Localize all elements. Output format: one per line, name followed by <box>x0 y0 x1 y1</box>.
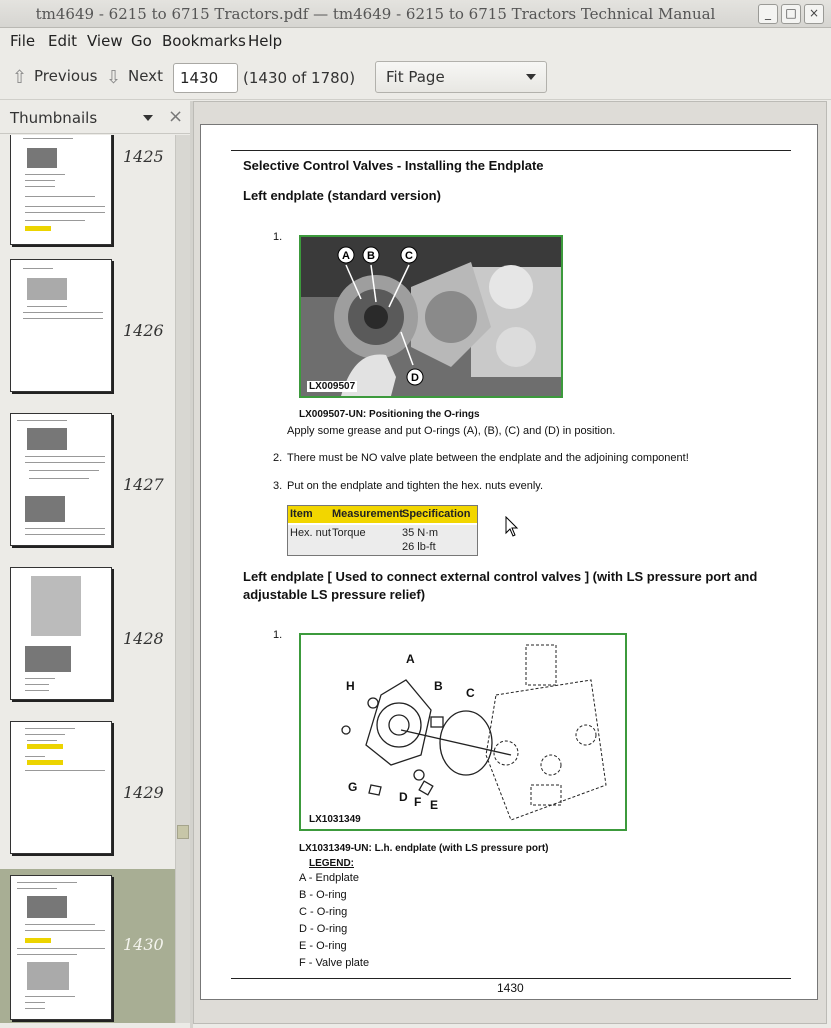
callout-a: A <box>406 652 415 666</box>
thumbnail-number: 1426 <box>123 321 164 340</box>
page-heading: Selective Control Valves - Installing the Endplate <box>243 158 544 173</box>
menu-go[interactable]: Go <box>131 32 152 50</box>
callout-e: E <box>430 798 439 812</box>
legend-item: D - O-ring <box>299 923 348 935</box>
legend-item: A - Endplate <box>299 872 359 884</box>
section-heading-ls-cont: adjustable LS pressure relief) <box>243 587 426 602</box>
maximize-button[interactable]: □ <box>781 4 801 24</box>
table-row <box>288 525 477 555</box>
page-number-input[interactable] <box>173 63 238 93</box>
next-button[interactable] <box>106 67 163 88</box>
thumbnail-list <box>0 135 175 1023</box>
close-button[interactable]: × <box>804 4 824 24</box>
sidebar-header <box>0 101 190 134</box>
document-view[interactable] <box>193 101 827 1024</box>
legend-item: E - O-ring <box>299 940 347 952</box>
thumbnail-1430[interactable] <box>0 869 175 1023</box>
thumbnail-page <box>10 413 112 546</box>
thumbnail-number: 1430 <box>123 935 164 954</box>
arrow-up-icon: ⇧ <box>12 67 28 88</box>
thumbnail-1425[interactable] <box>0 135 175 269</box>
thumbnail-page <box>10 135 112 245</box>
figure-caption: LX1031349-UN: L.h. endplate (with LS pressure port) <box>299 843 549 854</box>
cell-item: Hex. nut <box>290 527 331 539</box>
page-footer-number: 1430 <box>497 981 524 995</box>
thumbnail-1427[interactable] <box>0 409 175 563</box>
spec-table <box>287 505 478 556</box>
cell-measurement: Torque <box>332 527 366 539</box>
figure-lx009507 <box>299 235 563 398</box>
previous-label: Previous <box>34 67 98 85</box>
callout-b: B <box>367 250 375 262</box>
figure-lx1031349 <box>299 633 627 831</box>
thumbnail-number: 1425 <box>123 147 164 166</box>
step-number: 1. <box>273 231 283 243</box>
thumbnail-page <box>10 721 112 854</box>
col-measurement: Measurement <box>332 508 403 520</box>
thumbnail-number: 1429 <box>123 783 164 802</box>
menu-file[interactable]: File <box>10 32 36 50</box>
callout-d: D <box>411 372 419 384</box>
zoom-value: Fit Page <box>386 68 445 86</box>
figure-id: LX009507 <box>309 381 356 392</box>
minimize-button[interactable]: _ <box>758 4 778 24</box>
callout-b: B <box>434 679 443 693</box>
zoom-select[interactable] <box>375 61 547 93</box>
callout-g: G <box>348 780 358 794</box>
sidebar-close-icon[interactable]: × <box>168 106 184 127</box>
section-heading-ls: Left endplate [ Used to connect external control valves ] (with LS pressure port and <box>243 569 758 584</box>
legend-item: F - Valve plate <box>299 957 370 969</box>
thumbnail-page <box>10 875 112 1020</box>
thumbnail-1429[interactable] <box>0 717 175 871</box>
sidebar-dropdown-icon[interactable] <box>143 115 153 121</box>
thumbnail-scrollbar[interactable] <box>175 135 190 1023</box>
sidebar-title: Thumbnails <box>10 109 98 127</box>
step-number: 1. <box>273 629 283 641</box>
endplate-exploded-diagram <box>301 635 625 829</box>
arrow-down-icon: ⇩ <box>106 67 122 88</box>
mouse-cursor-icon <box>505 516 519 538</box>
legend-item: C - O-ring <box>299 906 348 918</box>
callout-h: H <box>346 679 355 693</box>
step-text: Put on the endplate and tighten the hex. nuts evenly. <box>287 480 544 492</box>
step-text: Apply some grease and put O-rings (A), (B), (C) and (D) in position. <box>287 425 616 437</box>
col-specification: Specification <box>402 508 471 520</box>
menu-bar <box>0 28 831 54</box>
thumbnail-page <box>10 259 112 392</box>
legend-title: LEGEND: <box>309 858 354 869</box>
thumbnail-number: 1428 <box>123 629 164 648</box>
bottom-rule <box>231 978 791 979</box>
figure-id: LX1031349 <box>309 814 361 825</box>
window-title: tm4649 - 6215 to 6715 Tractors.pdf — tm4649 - 6215 to 6715 Tractors Technical Manual <box>35 5 716 23</box>
menu-view[interactable]: View <box>87 32 123 50</box>
chevron-down-icon <box>526 74 536 80</box>
endplate-photo <box>301 237 561 396</box>
figure-caption: LX009507-UN: Positioning the O-rings <box>299 409 480 420</box>
menu-bookmarks[interactable]: Bookmarks <box>162 32 246 50</box>
callout-f: F <box>414 795 422 809</box>
spec-table-header <box>288 506 477 523</box>
previous-button[interactable] <box>12 67 97 88</box>
step-number: 3. <box>273 480 283 492</box>
section-heading-standard: Left endplate (standard version) <box>243 188 441 203</box>
callout-a: A <box>342 250 350 262</box>
cell-value-metric: 35 N·m <box>402 527 439 539</box>
callout-c: C <box>405 250 413 262</box>
pdf-page <box>200 124 818 1000</box>
callout-d: D <box>399 790 408 804</box>
title-bar <box>0 0 831 28</box>
top-rule <box>231 150 791 151</box>
legend-item: B - O-ring <box>299 889 347 901</box>
page-count: (1430 of 1780) <box>243 69 356 87</box>
cell-value-imperial: 26 lb-ft <box>402 541 436 553</box>
scrollbar-thumb[interactable] <box>177 825 189 839</box>
menu-edit[interactable]: Edit <box>48 32 78 50</box>
step-text: There must be NO valve plate between the endplate and the adjoining component! <box>287 452 689 464</box>
thumbnail-page <box>10 567 112 700</box>
step-number: 2. <box>273 452 283 464</box>
thumbnail-1428[interactable] <box>0 563 175 717</box>
menu-help[interactable]: Help <box>248 32 283 50</box>
thumbnail-number: 1427 <box>123 475 164 494</box>
col-item: Item <box>290 508 313 520</box>
next-label: Next <box>128 67 163 85</box>
thumbnail-1426[interactable] <box>0 255 175 409</box>
callout-c: C <box>466 686 475 700</box>
